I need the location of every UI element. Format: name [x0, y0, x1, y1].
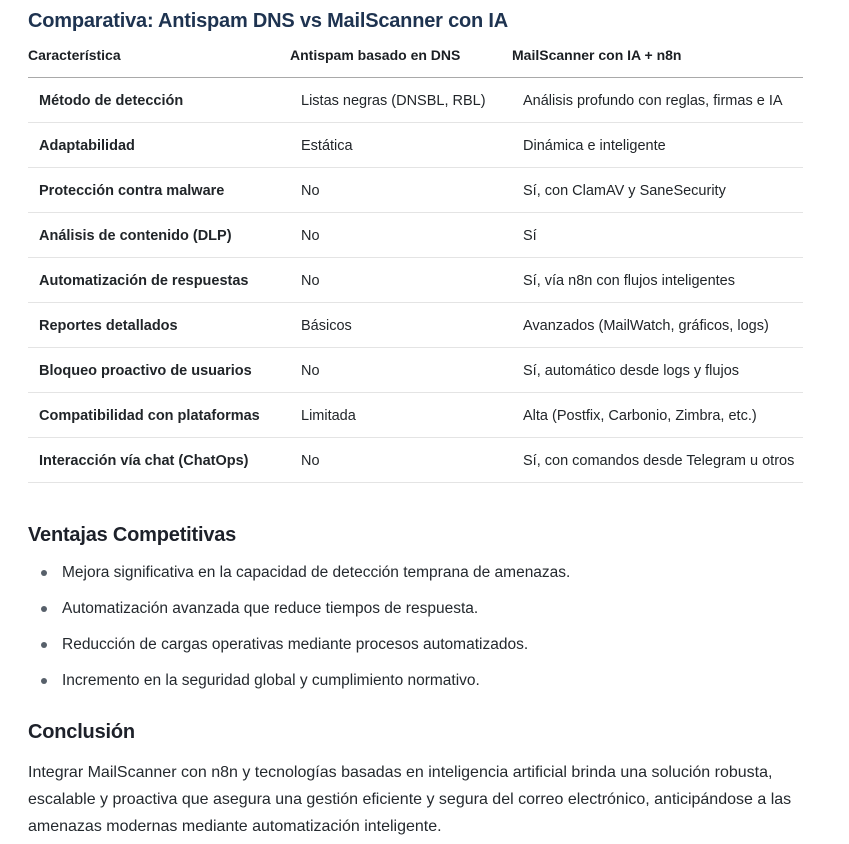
feature-cell: Compatibilidad con plataformas — [28, 393, 290, 438]
feature-cell: Reportes detallados — [28, 303, 290, 348]
feature-cell: Método de detección — [28, 78, 290, 123]
dns-value-cell: Listas negras (DNSBL, RBL) — [290, 78, 512, 123]
table-header-row — [28, 47, 803, 78]
table-row — [28, 168, 803, 213]
column-header-caracteristica: Característica — [28, 47, 290, 78]
table-row — [28, 393, 803, 438]
page-title: Comparativa: Antispam DNS vs MailScanner con IA — [28, 10, 508, 32]
ia-value-cell: Sí, vía n8n con flujos inteligentes — [512, 258, 803, 303]
feature-cell: Bloqueo proactivo de usuarios — [28, 348, 290, 393]
conclusion-heading: Conclusión — [28, 721, 135, 743]
ia-value-cell: Alta (Postfix, Carbonio, Zimbra, etc.) — [512, 393, 803, 438]
conclusion-paragraph: Integrar MailScanner con n8n y tecnologías basadas en inteligencia artificial brinda una solución robusta, escalable y proactiva que asegura una gestión eficiente y segura del correo electrónico, anticipándose a las amenazas modernas mediante automatización inteligente. — [28, 764, 792, 835]
table-row — [28, 258, 803, 303]
dns-value-cell: Estática — [290, 123, 512, 168]
advantage-item: Incremento en la seguridad global y cumplimiento normativo. — [28, 670, 821, 691]
ia-value-cell: Sí, automático desde logs y flujos — [512, 348, 803, 393]
column-header-mailscanner-ia: MailScanner con IA + n8n — [512, 47, 803, 78]
advantages-list — [28, 562, 821, 691]
feature-cell: Interacción vía chat (ChatOps) — [28, 438, 290, 483]
comparison-table — [28, 47, 803, 483]
table-row — [28, 348, 803, 393]
dns-value-cell: No — [290, 213, 512, 258]
dns-value-cell: No — [290, 438, 512, 483]
dns-value-cell: Básicos — [290, 303, 512, 348]
advantages-heading: Ventajas Competitivas — [28, 524, 237, 546]
table-row — [28, 303, 803, 348]
advantage-item: Automatización avanzada que reduce tiempos de respuesta. — [28, 598, 821, 619]
ia-value-cell: Avanzados (MailWatch, gráficos, logs) — [512, 303, 803, 348]
dns-value-cell: No — [290, 348, 512, 393]
table-row — [28, 438, 803, 483]
ia-value-cell: Sí — [512, 213, 803, 258]
table-row — [28, 78, 803, 123]
ia-value-cell: Dinámica e inteligente — [512, 123, 803, 168]
table-header — [28, 47, 803, 78]
ia-value-cell: Análisis profundo con reglas, firmas e IA — [512, 78, 803, 123]
feature-cell: Análisis de contenido (DLP) — [28, 213, 290, 258]
dns-value-cell: Limitada — [290, 393, 512, 438]
table-body — [28, 78, 803, 483]
feature-cell: Adaptabilidad — [28, 123, 290, 168]
dns-value-cell: No — [290, 258, 512, 303]
ia-value-cell: Sí, con comandos desde Telegram u otros — [512, 438, 803, 483]
advantage-item: Mejora significativa en la capacidad de detección temprana de amenazas. — [28, 562, 821, 583]
feature-cell: Protección contra malware — [28, 168, 290, 213]
ia-value-cell: Sí, con ClamAV y SaneSecurity — [512, 168, 803, 213]
dns-value-cell: No — [290, 168, 512, 213]
advantage-item: Reducción de cargas operativas mediante procesos automatizados. — [28, 634, 821, 655]
feature-cell: Automatización de respuestas — [28, 258, 290, 303]
column-header-antispam-dns: Antispam basado en DNS — [290, 47, 512, 78]
table-row — [28, 123, 803, 168]
table-row — [28, 213, 803, 258]
